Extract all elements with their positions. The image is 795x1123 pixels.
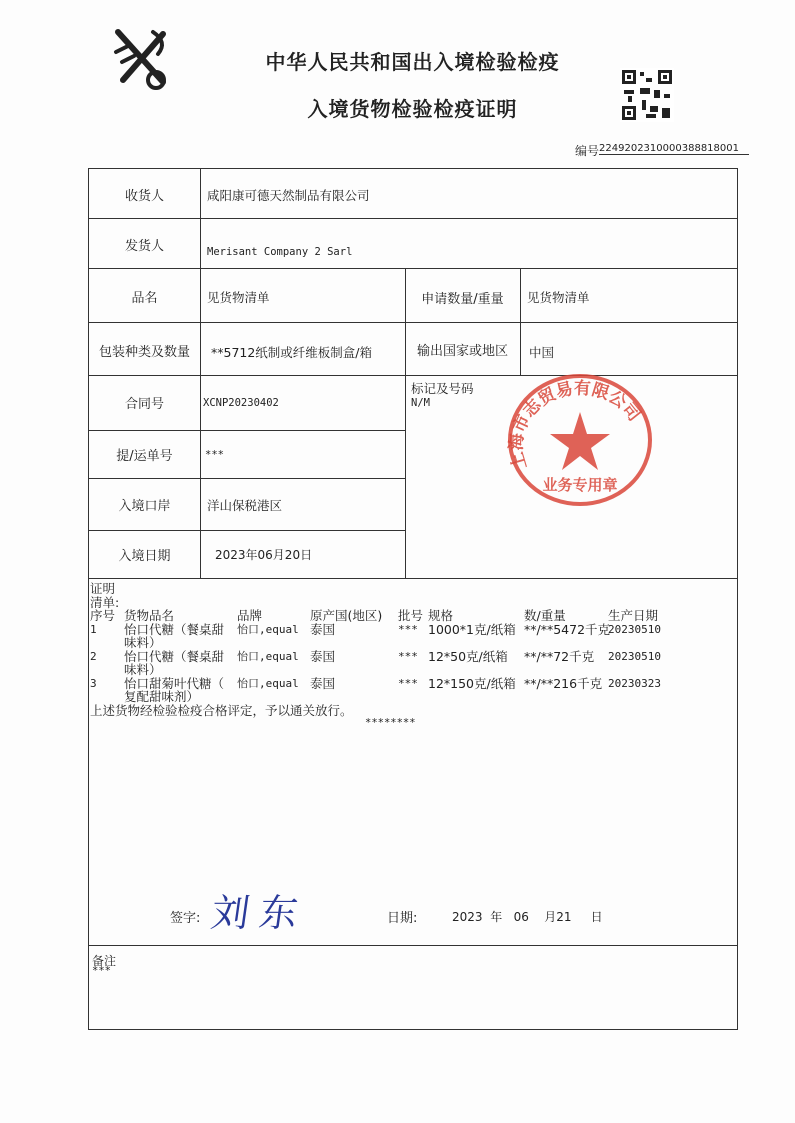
title-line-1: 中华人民共和国出入境检验检疫 bbox=[265, 50, 560, 74]
cell-brand: 怡口,equal bbox=[237, 676, 299, 690]
origin-value: 中国 bbox=[529, 345, 555, 360]
col-date: 生产日期 bbox=[608, 608, 659, 623]
col-brand: 品牌 bbox=[237, 608, 263, 623]
cell-date: 20230510 bbox=[608, 649, 661, 663]
list-label: 清单: bbox=[90, 594, 120, 610]
cell-qty: **/**72千克 bbox=[524, 648, 595, 664]
handwritten-signature: 刘东 bbox=[208, 891, 311, 935]
cell-origin: 泰国 bbox=[310, 621, 336, 637]
product-label: 品名 bbox=[131, 291, 158, 306]
contract-label: 合同号 bbox=[124, 397, 164, 412]
marks-value: N/M bbox=[411, 397, 430, 409]
cell-name: 怡口代糖（餐桌甜 bbox=[124, 621, 225, 637]
cell-name-cont: 味料） bbox=[124, 662, 162, 677]
col-origin: 原产国(地区) bbox=[310, 608, 383, 623]
cell-date: 20230323 bbox=[608, 676, 661, 690]
quantity-label: 申请数量/重量 bbox=[421, 292, 504, 307]
cell-name: 怡口甜菊叶代糖（ bbox=[124, 675, 225, 691]
cell-no: 3 bbox=[90, 676, 97, 690]
certificate-heading: 证明 bbox=[90, 581, 116, 596]
cell-spec: 1000*1克/纸箱 bbox=[428, 621, 516, 637]
bill-label: 提/运单号 bbox=[116, 449, 173, 464]
col-name: 货物品名 bbox=[124, 608, 175, 623]
end-mark: ******** bbox=[365, 717, 416, 729]
col-batch: 批号 bbox=[398, 608, 424, 623]
svg-text:业务专用章: 业务专用章 bbox=[542, 476, 618, 494]
marks-label: 标记及号码 bbox=[411, 381, 474, 396]
port-value: 洋山保税港区 bbox=[207, 498, 283, 513]
cell-no: 1 bbox=[90, 622, 97, 636]
package-label: 包装种类及数量 bbox=[98, 345, 190, 360]
sign-date: 2023 年 06 月21 日 bbox=[452, 910, 603, 924]
remarks-value: *** bbox=[92, 965, 111, 977]
cell-no: 2 bbox=[90, 649, 97, 663]
cell-name-cont: 复配甜味剂） bbox=[124, 689, 200, 704]
col-no: 序号 bbox=[90, 608, 116, 623]
list-item-continued bbox=[90, 636, 416, 650]
cell-brand: 怡口,equal bbox=[237, 649, 299, 663]
cell-date: 20230510 bbox=[608, 622, 661, 636]
cell-batch: *** bbox=[398, 649, 418, 663]
cell-qty: **/**5472千克 bbox=[524, 621, 611, 637]
cell-origin: 泰国 bbox=[310, 675, 336, 691]
list-item-continued bbox=[90, 690, 416, 704]
cell-brand: 怡口,equal bbox=[237, 622, 299, 636]
list-header bbox=[90, 608, 659, 623]
cell-batch: *** bbox=[398, 676, 418, 690]
port-label: 入境口岸 bbox=[118, 499, 171, 514]
remarks-label: 备注 bbox=[92, 954, 117, 968]
company-stamp bbox=[505, 372, 655, 507]
contract-value: XCNP20230402 bbox=[203, 397, 279, 409]
sign-date-label: 日期: bbox=[387, 911, 418, 926]
cell-spec: 12*150克/纸箱 bbox=[428, 675, 516, 691]
cell-qty: **/**216千克 bbox=[524, 675, 603, 691]
bill-value: *** bbox=[205, 449, 224, 461]
certificate-content bbox=[90, 581, 661, 731]
title-line-2: 入境货物检验检疫证明 bbox=[307, 97, 518, 121]
cell-name-cont: 味料） bbox=[124, 635, 162, 650]
col-qty: 数/重量 bbox=[524, 608, 566, 623]
cell-name: 怡口代糖（餐桌甜 bbox=[124, 648, 225, 664]
list-item bbox=[90, 675, 661, 691]
consignor-label: 发货人 bbox=[124, 239, 164, 254]
consignee-label: 收货人 bbox=[124, 189, 164, 204]
list-item bbox=[90, 648, 661, 664]
certificate-number: 编号$^{2249202310000388818001}$ bbox=[575, 142, 749, 159]
conclusion-text: 上述货物经检验检疫合格评定，予以通关放行。 bbox=[90, 702, 353, 718]
quantity-value: 见货物清单 bbox=[527, 290, 590, 305]
cell-batch: *** bbox=[398, 622, 418, 636]
origin-label: 输出国家或地区 bbox=[416, 344, 508, 359]
list-item bbox=[90, 621, 661, 637]
date-value: 2023年06月20日 bbox=[215, 548, 313, 562]
package-value: **5712纸制或纤维板制盒/箱 bbox=[211, 345, 373, 360]
cell-spec: 12*50克/纸箱 bbox=[428, 648, 508, 664]
signature-label: 签字: bbox=[170, 911, 201, 926]
svg-text:上海市志贸易有限公司: 上海市志贸易有限公司 bbox=[506, 378, 645, 472]
date-label: 入境日期 bbox=[118, 549, 171, 564]
qr-code bbox=[620, 68, 674, 122]
list-item-continued bbox=[90, 663, 416, 677]
consignee-value: 咸阳康可德天然制品有限公司 bbox=[207, 188, 370, 203]
product-value: 见货物清单 bbox=[207, 290, 270, 305]
consignor-value: Merisant Company 2 Sarl bbox=[207, 246, 353, 258]
col-spec: 规格 bbox=[428, 608, 454, 623]
cell-origin: 泰国 bbox=[310, 648, 336, 664]
